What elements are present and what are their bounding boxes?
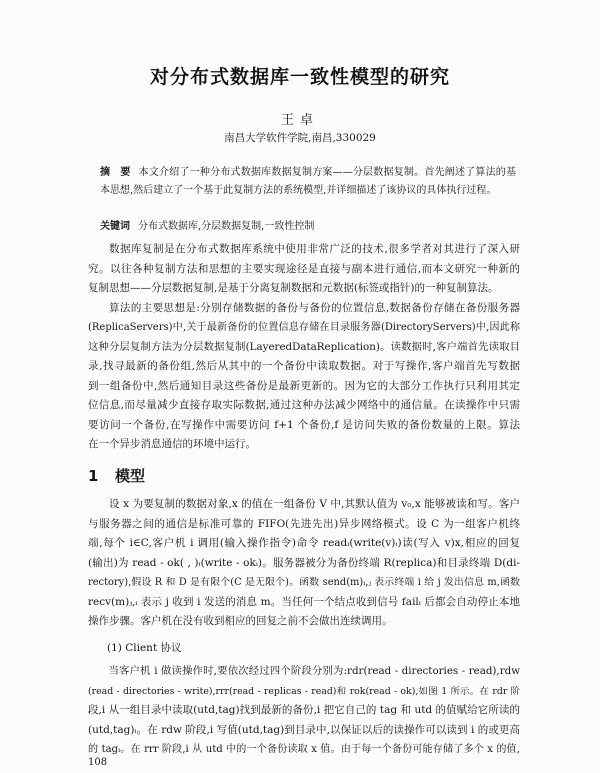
paragraph-line: 在一个异步消息通信的环境中运行。 xyxy=(88,438,256,450)
abstract xyxy=(100,164,516,200)
intro-text xyxy=(88,240,520,455)
paragraph-line: 录,找寻最新的备份组,然后从其中的一个备份中读取数据。对于写操作,客户端首先写数据 xyxy=(88,360,520,372)
paragraph-line: 算法的主要思想是:分别存储数据的备份与备份的位置信息,数据备份存储在备份服务器 xyxy=(109,301,520,314)
page-number: 108 xyxy=(88,757,108,768)
paragraph-line: 设 x 为要复制的数据对象,x 的值在一组备份 V 中,其默认值为 v₀,x 能够被读和写。客户 xyxy=(109,498,520,510)
section-title: 模型 xyxy=(114,467,145,485)
section-text xyxy=(88,495,520,632)
author-name: 王卓 xyxy=(280,113,319,128)
paragraph-line: 这种分层复制方法为分层数据复制(LayeredDataReplication)。读数据时,客户端首先读取目 xyxy=(88,340,520,353)
paragraph-line: 操作步骤。客户机在没有收到相应的回复之前不会做出连续调用。 xyxy=(88,615,393,627)
subsection-text xyxy=(88,662,520,760)
paragraph-line: 位信息,而尽量减少直接存取实际数据,通过这种办法减少网络中的通信量。在读操作中只需 xyxy=(88,399,520,411)
keywords-label: 关键词 xyxy=(100,221,130,232)
paragraph-line: 数据库复制是在分布式数据库系统中使用非常广泛的技术,很多学者对其进行了深入研 xyxy=(109,243,520,255)
abstract-label: 摘 要 xyxy=(100,167,131,178)
subsection-heading: (1) Client 协议 xyxy=(107,642,182,654)
author-affiliation: 南昌大学软件学院,南昌,330029 xyxy=(224,132,376,144)
paragraph-line: (read - directories - write),rrr(read - replicas - read)和 rok(read - ok),如图 1 所示。在 rdr 阶 xyxy=(88,685,520,697)
abstract-text: 本文介绍了一种分布式数据库数据复制方案——分层数据复制。首先阐述了算法的基 xyxy=(138,167,517,178)
paragraph-line: 复制思想——分层数据复制,是基于分离复制数据和元数据(标签或指针)的一种复制算法。 xyxy=(88,282,499,294)
section-heading xyxy=(88,465,145,486)
paragraph-line: 要访问一个备份,在写操作中需要访问 f+1 个备份,f 是访问失败的备份数量的上限。算法 xyxy=(88,418,520,431)
abstract-line: 本思想,然后建立了一个基于此复制方法的系统模型,并详细描述了该协议的具体执行过程。 xyxy=(100,185,497,196)
paragraph-line: 段,i 从一组目录中读取(utd,tag)找到最新的备份,i 把它自己的 tag 和 utd 的值赋给它所读的 xyxy=(88,704,520,716)
paragraph-line: 的 tagᵢ。在 rrr 阶段,i 从 utd 中的一个备份读取 x 值。由于每一个备份可能存储了多个 x 的值, xyxy=(88,744,520,755)
paper-title: 对分布式数据库一致性模型的研究 xyxy=(149,66,450,88)
paragraph-line: rectory),假设 R 和 D 是有限个(C 是无限个)。函数 send(m)ᵢ,ⱼ 表示终端 i 给 j 发出信息 m,函数 xyxy=(88,577,520,588)
paragraph-line: 到一组备份中,然后通知目录这些备份是最新更新的。因为它的大部分工作执行只利用其定 xyxy=(88,379,520,392)
paragraph-line: 究。以往各种复制方法和思想的主要实现途径是直接与副本进行通信,而本文研究一种新的 xyxy=(88,262,520,275)
paragraph-line: 与服务器之间的通信是标准可靠的 FIFO(先进先出)异步网络模式。设 C 为一组客户机终 xyxy=(88,517,520,530)
paragraph-line: 端,每个 i∈C,客户机 i 调用(输入操作指令)命令 readᵢ(write(v)ᵢ)读(写入 v)x,相应的回复 xyxy=(88,537,520,549)
paragraph-line: (ReplicaServers)中,关于最新备份的位置信息存储在目录服务器(DirectoryServers)中,因此称 xyxy=(88,322,520,333)
paragraph-line: recv(m)ⱼ,ᵢ 表示 j 收到 i 发送的消息 m。当任何一个结点收到信号 failᵢ 后都会自动停止本地 xyxy=(88,595,520,608)
keywords xyxy=(100,218,516,236)
section-number: 1 xyxy=(88,467,99,485)
keywords-text: 分布式数据库,分层数据复制,一致性控制 xyxy=(138,221,315,232)
paragraph-line: 当客户机 i 做读操作时,要依次经过四个阶段分别为:rdr(read - directories - read),rdw xyxy=(108,665,520,677)
paragraph-line: (输出)为 read - ok( , )ᵢ(write - okᵢ)。服务器被分为备份终端 R(replica)和目录终端 D(di- xyxy=(88,556,520,569)
paragraph-line: (utd,tag)ᵢ。在 rdw 阶段,i 写值(utd,tag)到目录中,以保证以后的读操作可以读到 i 的或更高 xyxy=(88,723,520,736)
keywords-line xyxy=(100,218,516,236)
abstract-line xyxy=(100,164,516,182)
